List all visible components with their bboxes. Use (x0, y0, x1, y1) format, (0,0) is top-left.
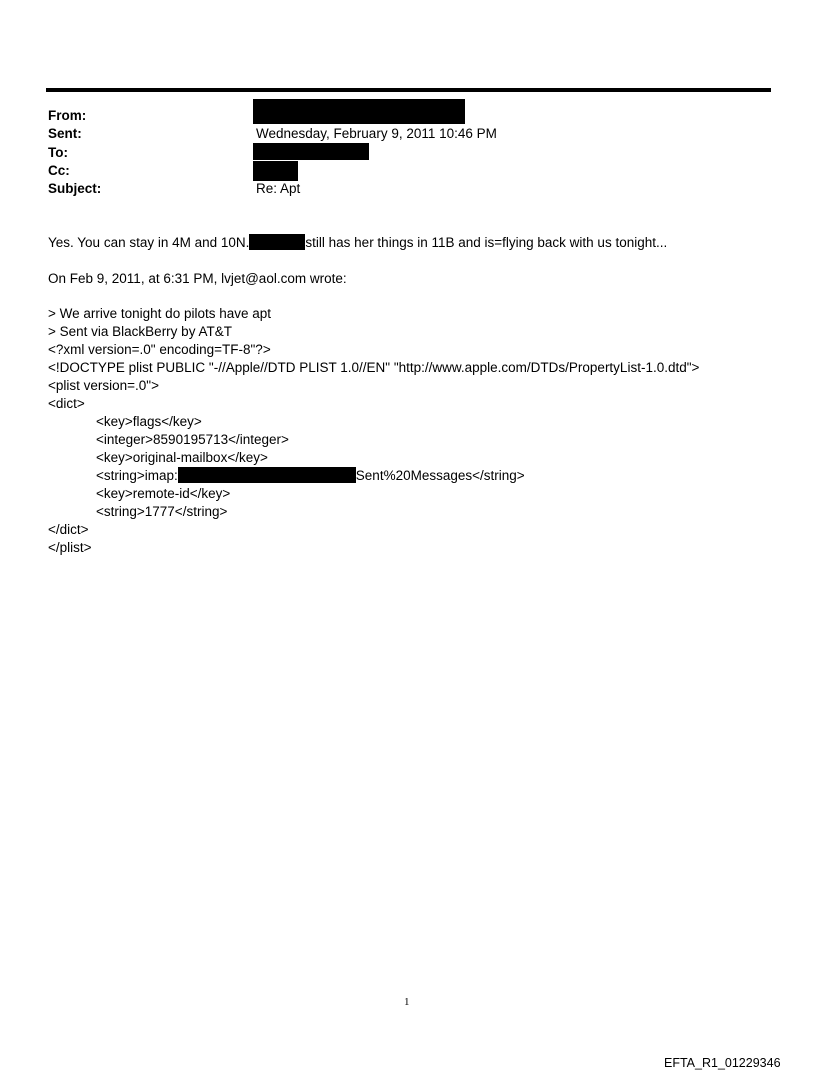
quote-intro: On Feb 9, 2011, at 6:31 PM, lvjet@aol.com wrote: (48, 271, 347, 286)
cc-label: Cc: (48, 163, 70, 178)
sent-value: Wednesday, February 9, 2011 10:46 PM (256, 126, 497, 141)
quoted-line-1: > We arrive tonight do pilots have apt (48, 306, 272, 321)
xml-line-12: </plist> (48, 540, 92, 555)
xml-line-4: <dict> (48, 396, 85, 411)
to-label: To: (48, 145, 68, 160)
page-number: 1 (404, 996, 410, 1008)
redaction-name (249, 234, 305, 250)
redaction-imap (178, 467, 356, 483)
reply-text-part2: still has her things in 11B and is=flying back with us tonight... (305, 235, 668, 250)
xml-line-8-start: <string>imap: (96, 468, 178, 483)
xml-line-9: <key>remote-id</key> (96, 486, 231, 501)
subject-value: Re: Apt (256, 181, 301, 196)
xml-line-5: <key>flags</key> (96, 414, 202, 429)
subject-label: Subject: (48, 181, 102, 196)
redaction-to (253, 143, 369, 160)
xml-line-3: <plist version=.0"> (48, 378, 159, 393)
quoted-line-2: > Sent via BlackBerry by AT&T (48, 324, 232, 339)
reply-text-part1: Yes. You can stay in 4M and 10N. (48, 235, 250, 250)
reply-line (48, 234, 667, 252)
xml-line-1: <?xml version=.0" encoding=TF-8"?> (48, 342, 271, 357)
from-label: From: (48, 108, 87, 123)
redaction-from (253, 99, 465, 124)
header-divider (46, 88, 771, 92)
sent-label: Sent: (48, 126, 82, 141)
xml-line-11: </dict> (48, 522, 89, 537)
redaction-cc (253, 161, 298, 181)
document-id: EFTA_R1_01229346 (664, 1056, 781, 1070)
xml-line-10: <string>1777</string> (96, 504, 228, 519)
xml-line-8-end: Sent%20Messages</string> (355, 468, 525, 483)
xml-line-6: <integer>8590195713</integer> (96, 432, 289, 447)
xml-line-7: <key>original-mailbox</key> (96, 450, 268, 465)
xml-line-8 (96, 467, 525, 485)
xml-line-2: <!DOCTYPE plist PUBLIC "-//Apple//DTD PLIST 1.0//EN" "http://www.apple.com/DTDs/PropertyList-1.0.dtd"> (48, 360, 700, 375)
